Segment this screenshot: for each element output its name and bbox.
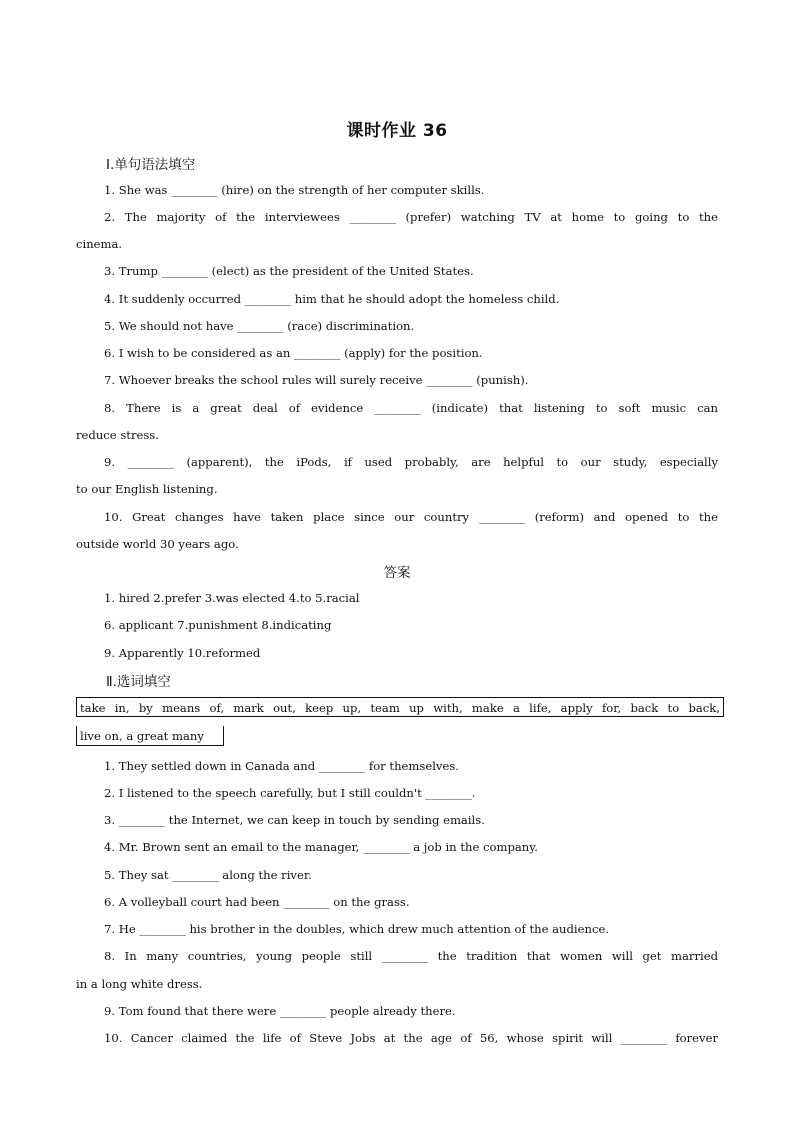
word-bank-line: live on, a great many: [80, 729, 204, 743]
section1-heading: Ⅰ.单句语法填空: [106, 157, 196, 173]
question-line: 1. They settled down in Canada and ________ for themselves.: [104, 759, 459, 773]
question-line: 6. I wish to be considered as an ________ (apply) for the position.: [104, 346, 483, 360]
question-line-cont: in a long white dress.: [76, 977, 203, 991]
answer-line: 6. applicant 7.punishment 8.indicating: [104, 618, 332, 632]
question-line-cont: outside world 30 years ago.: [76, 537, 239, 551]
answer-line: 1. hired 2.prefer 3.was elected 4.to 5.racial: [104, 591, 360, 605]
question-line: 2. I listened to the speech carefully, but I still couldn't ________.: [104, 786, 476, 800]
question-line-cont: cinema.: [76, 237, 123, 251]
question-line: 7. He ________ his brother in the doubles, which drew much attention of the audience.: [104, 922, 609, 936]
question-line: 8. In many countries, young people still ________ the tradition that women will get married: [104, 949, 718, 963]
question-line-cont: reduce stress.: [76, 428, 159, 442]
question-line: 9. ________ (apparent), the iPods, if used probably, are helpful to our study, especially: [104, 455, 718, 469]
section2-heading: Ⅱ.选词填空: [106, 674, 171, 690]
question-line: 8. There is a great deal of evidence ________ (indicate) that listening to soft music can: [104, 401, 718, 415]
question-line-cont: to our English listening.: [76, 482, 218, 496]
question-line: 10. Great changes have taken place since our country ________ (reform) and opened to the: [104, 510, 718, 524]
answer-line: 9. Apparently 10.reformed: [104, 646, 261, 660]
question-line: 2. The majority of the interviewees ________ (prefer) watching TV at home to going to the: [104, 210, 718, 224]
question-line: 10. Cancer claimed the life of Steve Jobs at the age of 56, whose spirit will ________ forever: [104, 1031, 718, 1045]
question-line: 4. It suddenly occurred ________ him that he should adopt the homeless child.: [104, 292, 560, 306]
question-line: 3. Trump ________ (elect) as the president of the United States.: [104, 264, 474, 278]
question-line: 9. Tom found that there were ________ people already there.: [104, 1004, 456, 1018]
question-line: 7. Whoever breaks the school rules will surely receive ________ (punish).: [104, 373, 529, 387]
page-title: 课时作业 36: [346, 121, 448, 141]
question-line: 4. Mr. Brown sent an email to the manager, ________ a job in the company.: [104, 840, 538, 854]
word-bank-line: take in, by means of, mark out, keep up, team up with, make a life, apply for, back to back,: [80, 701, 720, 715]
question-line: 6. A volleyball court had been ________ on the grass.: [104, 895, 410, 909]
question-line: 5. They sat ________ along the river.: [104, 868, 312, 882]
question-line: 1. She was ________ (hire) on the strength of her computer skills.: [104, 183, 485, 197]
question-line: 3. ________ the Internet, we can keep in touch by sending emails.: [104, 813, 485, 827]
answer-heading: 答案: [383, 565, 411, 581]
question-line: 5. We should not have ________ (race) discrimination.: [104, 319, 415, 333]
word-bank-box: [76, 697, 724, 717]
word-bank-box-cont: [76, 726, 224, 746]
